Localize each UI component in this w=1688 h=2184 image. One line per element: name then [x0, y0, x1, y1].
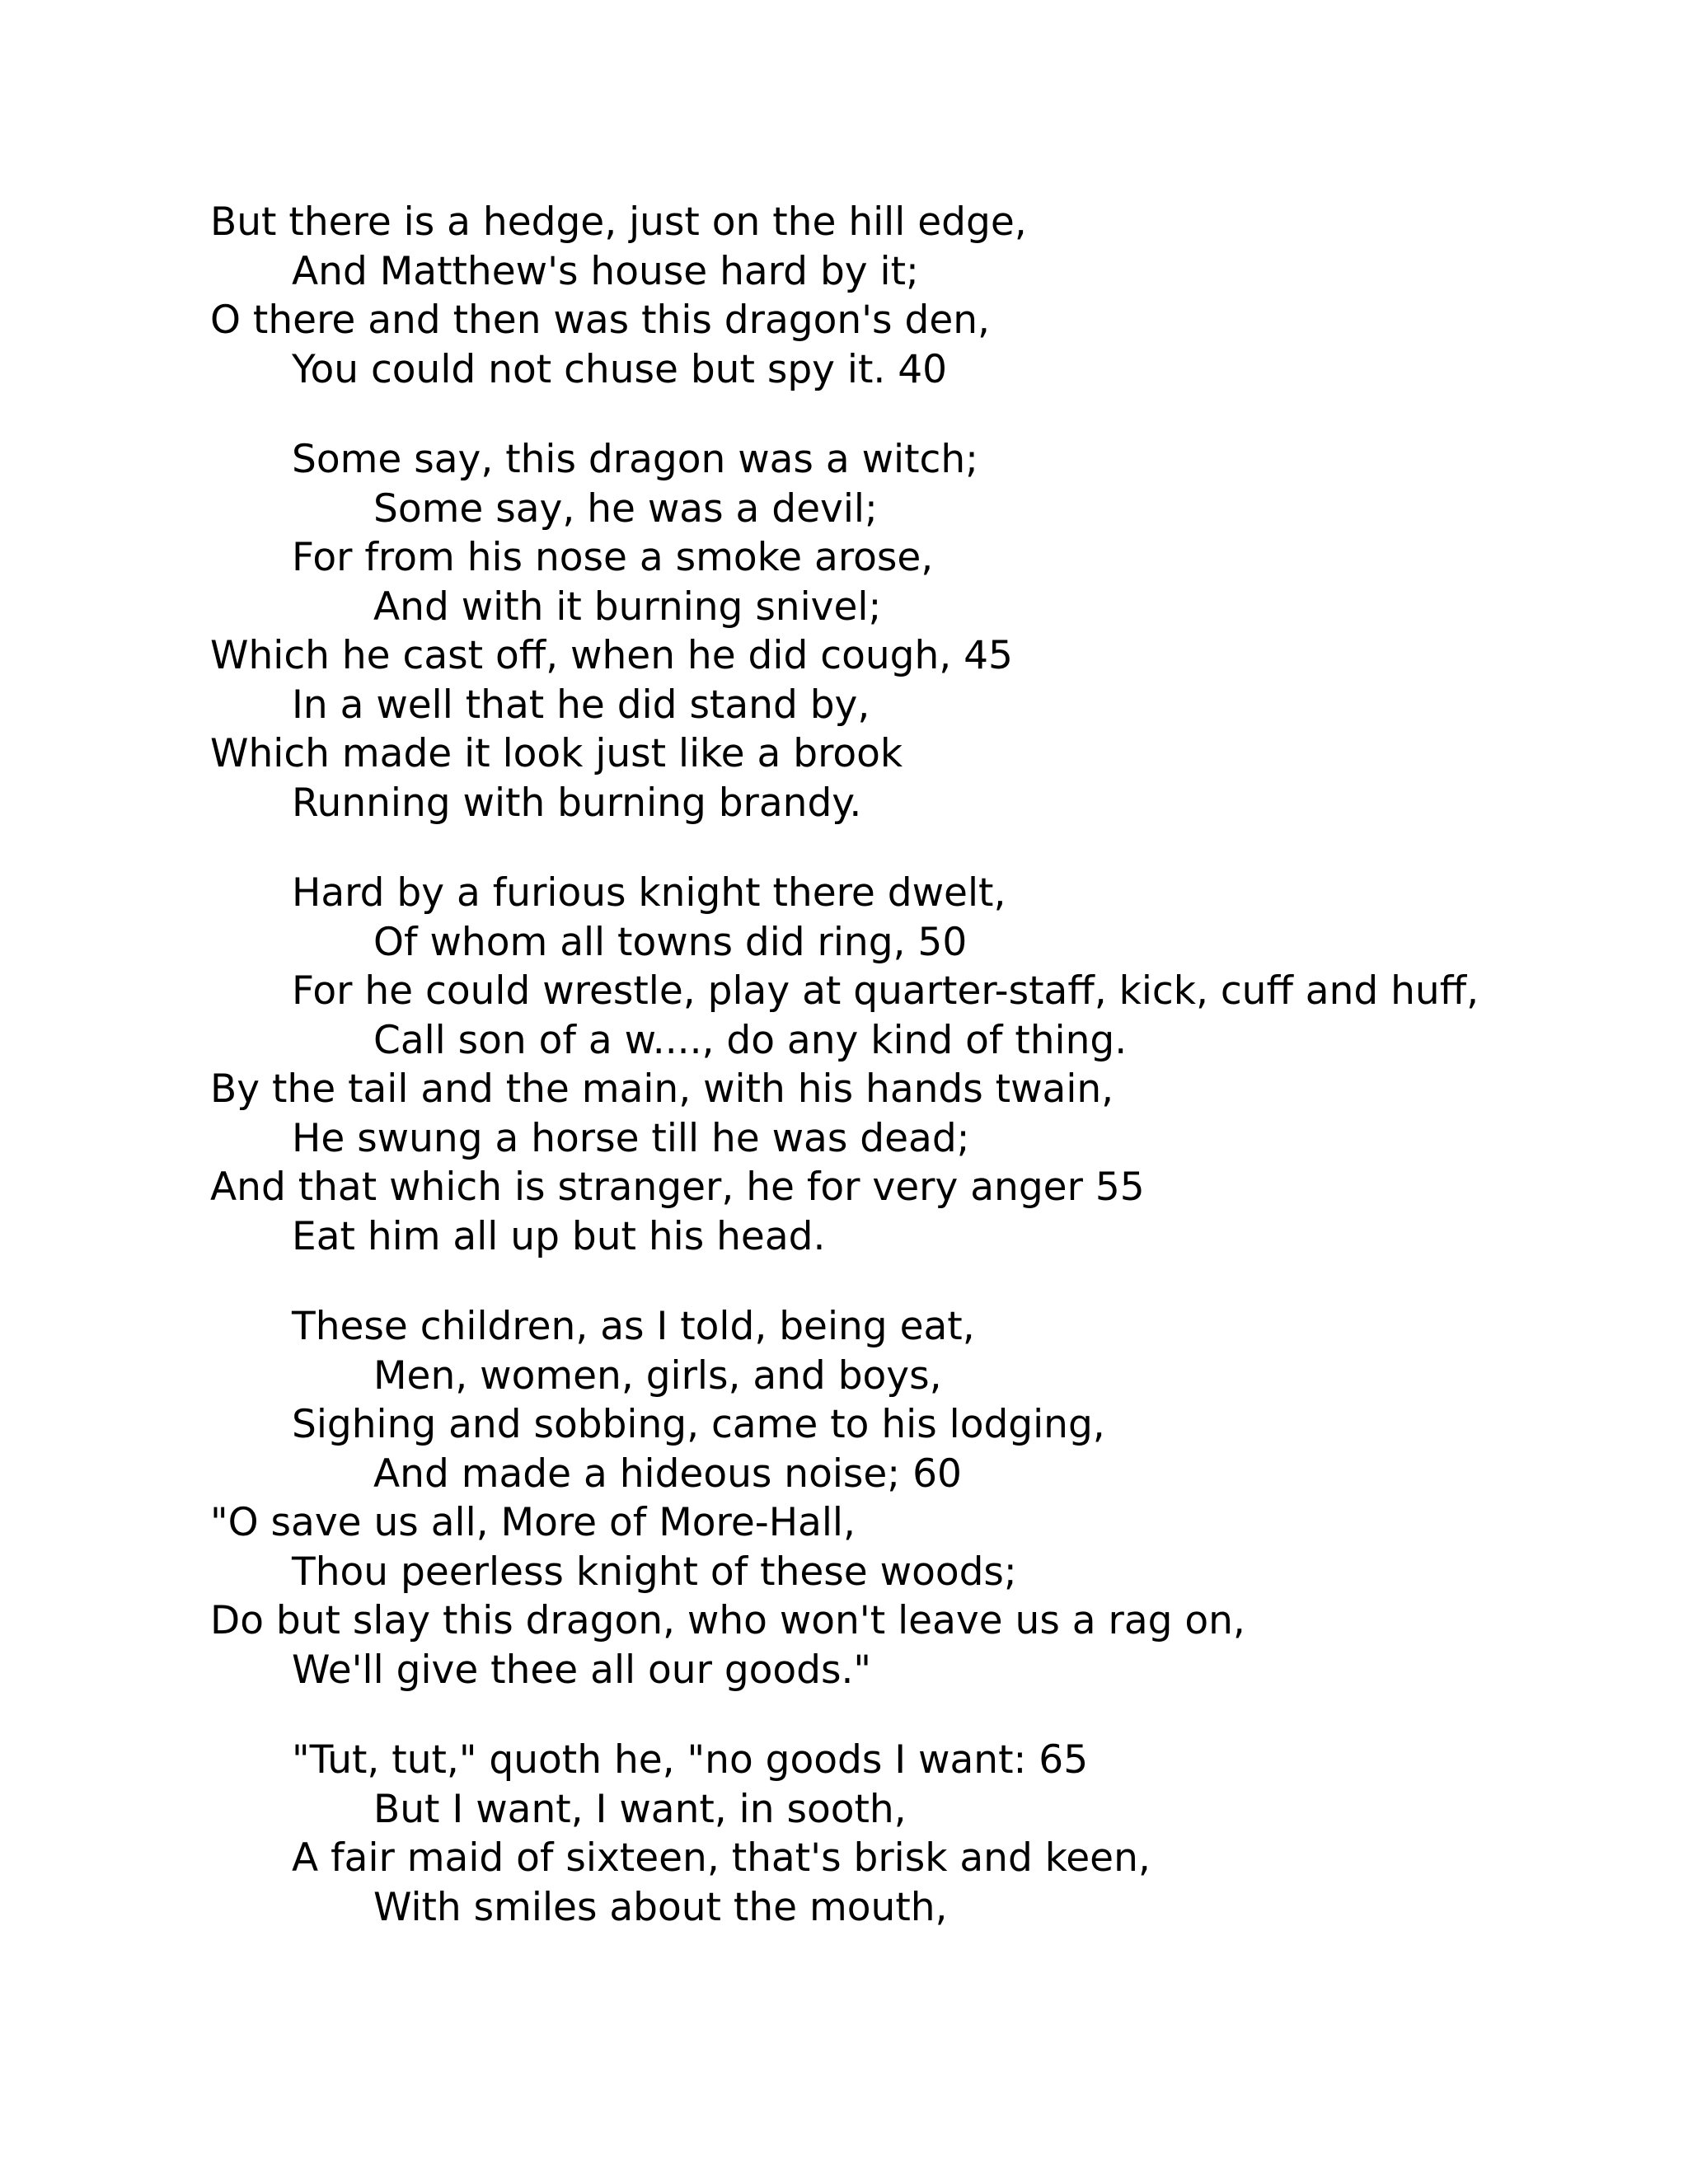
verse-line: And that which is stranger, he for very anger 55 [210, 1165, 1145, 1210]
verse-line: But I want, I want, in sooth, [373, 1786, 907, 1832]
verse-line: By the tail and the main, with his hands twain, [210, 1066, 1114, 1112]
verse-line: Eat him all up but his head. [292, 1213, 826, 1259]
stanza [210, 198, 1611, 394]
verse-line: He swung a horse till he was dead; [292, 1115, 970, 1161]
verse-line: For he could wrestle, play at quarter-staff, kick, cuff and huff, [292, 968, 1479, 1014]
verse-line: And with it burning snivel; [373, 583, 882, 630]
verse-line: And Matthew's house hard by it; [292, 248, 919, 294]
poem-page [210, 198, 1611, 1973]
verse-line: Call son of a w...., do any kind of thing. [373, 1017, 1128, 1063]
verse-line: Sighing and sobbing, came to his lodging, [292, 1402, 1105, 1447]
verse-line: Which made it look just like a brook [210, 731, 903, 776]
verse-line: "Tut, tut," quoth he, "no goods I want: 65 [292, 1737, 1089, 1783]
verse-line: Of whom all towns did ring, 50 [373, 919, 968, 965]
stanza [210, 435, 1611, 827]
verse-line: With smiles about the mouth, [373, 1884, 948, 1930]
stanza [210, 869, 1611, 1261]
verse-line: A fair maid of sixteen, that's brisk and keen, [292, 1835, 1151, 1881]
verse-line: Thou peerless knight of these woods; [292, 1549, 1017, 1595]
verse-line: For from his nose a smoke arose, [292, 535, 934, 580]
verse-line: Do but slay this dragon, who won't leave us a rag on, [210, 1598, 1245, 1643]
verse-line: You could not chuse but spy it. 40 [292, 346, 948, 392]
verse-line: Some say, he was a devil; [373, 485, 878, 532]
verse-line: Hard by a furious knight there dwelt, [292, 870, 1006, 916]
verse-line: "O save us all, More of More-Hall, [210, 1500, 856, 1545]
verse-line: These children, as I told, being eat, [292, 1304, 975, 1349]
verse-line: And made a hideous noise; 60 [373, 1451, 962, 1497]
verse-line: In a well that he did stand by, [292, 682, 870, 728]
stanza [210, 1302, 1611, 1694]
verse-line: Some say, this dragon was a witch; [292, 437, 978, 482]
verse-line: But there is a hedge, just on the hill edge, [210, 199, 1027, 245]
verse-line: Running with burning brandy. [292, 780, 862, 826]
verse-line: O there and then was this dragon's den, [210, 298, 990, 343]
verse-line: Men, women, girls, and boys, [373, 1352, 942, 1399]
stanza [210, 1736, 1611, 1932]
verse-line: We'll give thee all our goods." [292, 1647, 872, 1693]
verse-line: Which he cast off, when he did cough, 45 [210, 633, 1013, 678]
